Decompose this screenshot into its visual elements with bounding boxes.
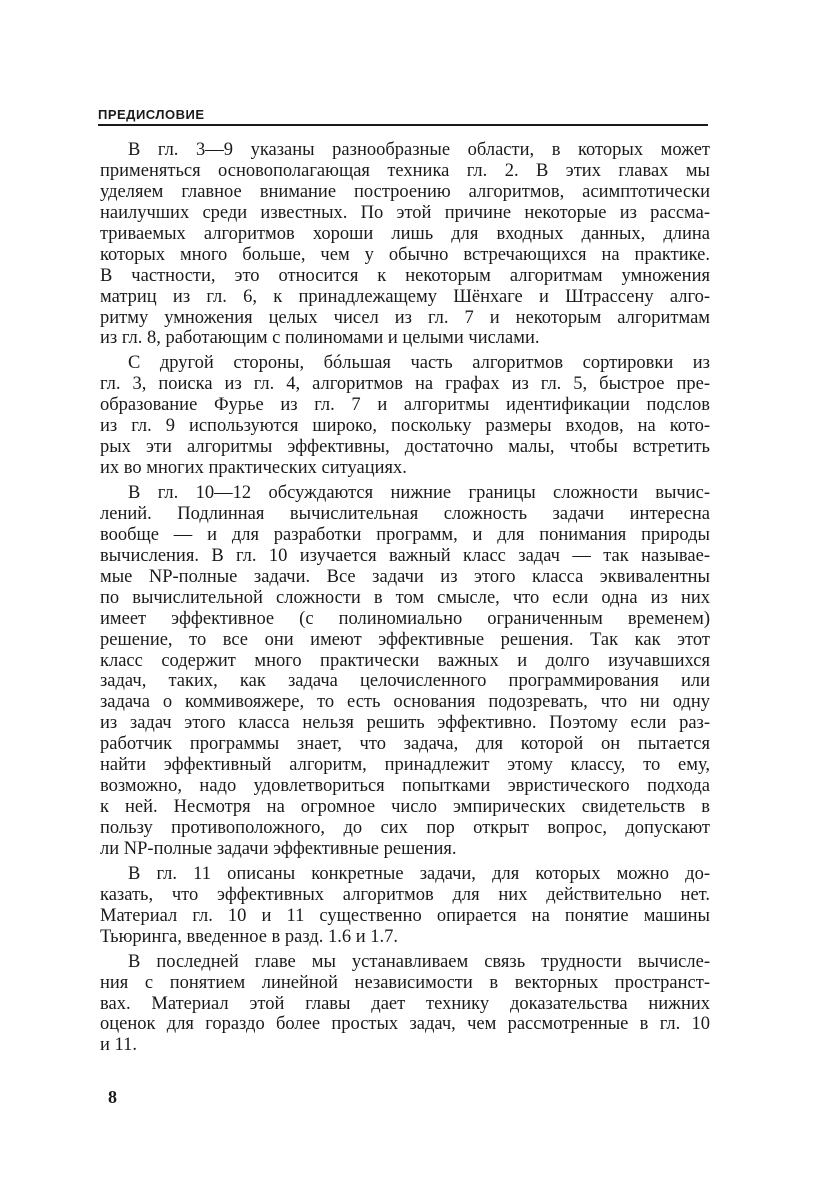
running-title: ПРЕДИСЛОВИЕ [98,107,205,122]
text-line: к ней. Несмотря на огромное число эмпирических свидетельств в [100,797,710,818]
text-line: В частности, это относится к некоторым алгоритмам умножения [100,265,710,286]
text-line: В гл. 10—12 обсуждаются нижние границы сложности вычис- [128,483,710,503]
text-line: и 11. [100,1035,137,1056]
text-line: ния с понятием линейной независимости в векторных пространст- [100,972,710,993]
text-line: оценок для гораздо более простых задач, чем рассмотренные в гл. 10 [100,1014,710,1035]
text-line: уделяем главное внимание построению алгоритмов, асимптотически [100,181,710,202]
body-text [100,140,710,1056]
text-line: В последней главе мы устанавливаем связь трудности вычисле- [128,951,710,972]
text-line: гл. 3, поиска из гл. 4, алгоритмов на графах из гл. 5, быстрое пре- [100,374,710,395]
paragraph [100,140,710,349]
paragraph [100,353,710,479]
paragraph [100,864,710,948]
text-line: рых эти алгоритмы эффективны, достаточно малы, чтобы встретить [100,437,710,458]
paragraph [100,952,710,1057]
text-line: В гл. 11 описаны конкретные задачи, для которых можно до- [128,863,710,884]
text-line: образование Фурье из гл. 7 и алгоритмы идентификации подслов [100,395,710,416]
text-line: вообще — и для разработки программ, и для понимания природы [100,524,710,545]
text-line: ритму умножения целых чисел из гл. 7 и некоторым алгоритмам [100,307,710,328]
text-line: лений. Подлинная вычислительная сложность задачи интересна [100,503,710,524]
page-number: 8 [108,1087,117,1107]
text-line: класс содержит много практически важных и долго изучавшихся [100,650,710,671]
text-line: В гл. 3—9 указаны разнообразные области, в которых может [128,140,710,160]
text-line: из гл. 9 используются широко, поскольку размеры входов, на кото- [100,416,710,437]
text-line: мые NP-полные задачи. Все задачи из этого класса эквивалентны [100,566,710,587]
text-line: Тьюринга, введенное в разд. 1.6 и 1.7. [100,926,399,947]
text-line: вах. Материал этой главы дает технику доказательства нижних [100,993,710,1014]
text-line: Материал гл. 10 и 11 существенно опирается на понятие машины [100,905,710,926]
paragraph [100,483,710,860]
text-line: пользу противоположного, до сих пор открыт вопрос, допускают [100,818,710,838]
text-line: матриц из гл. 6, к принадлежащему Шёнхаге и Штрассену алго- [100,286,710,307]
text-line: работчик программы знает, что задача, для которой он пытается [100,734,710,755]
text-line: из гл. 8, работающим с полиномами и целыми числами. [100,328,540,349]
text-line: из задач этого класса нельзя решить эффективно. Поэтому если раз- [100,713,710,734]
text-line: триваемых алгоритмов хороши лишь для входных данных, длина [100,223,710,244]
text-line: возможно, надо удовлетвориться попытками эвристического подхода [100,776,710,797]
text-line: решение, то все они имеют эффективные решения. Так как этот [100,629,710,650]
text-line: ли NP-полные задачи эффективные решения. [100,838,457,859]
text-line: которых много больше, чем у обычно встречающихся на практике. [100,244,710,265]
text-line: задача о коммивояжере, то есть основания подозревать, что ни одну [100,692,710,713]
text-line: задач, таких, как задача целочисленного программирования или [100,671,710,692]
text-line: по вычислительной сложности в том смысле, что если одна из них [100,587,710,608]
text-line: применяться основополагающая техника гл. 2. В этих главах мы [100,160,710,181]
running-header [98,104,708,126]
text-line: казать, что эффективных алгоритмов для них действительно нет. [100,884,710,905]
text-line: их во многих практических ситуациях. [100,458,407,479]
text-line: вычисления. В гл. 10 изучается важный класс задач — так называе- [100,545,710,566]
text-line: С другой стороны, бóльшая часть алгоритмов сортировки из [128,353,710,374]
text-line: имеет эффективное (с полиномиально ограниченным временем) [100,608,710,629]
text-line: найти эффективный алгоритм, принадлежит этому классу, то ему, [100,755,710,776]
text-line: наилучших среди известных. По этой причине некоторые из рассма- [100,202,710,223]
